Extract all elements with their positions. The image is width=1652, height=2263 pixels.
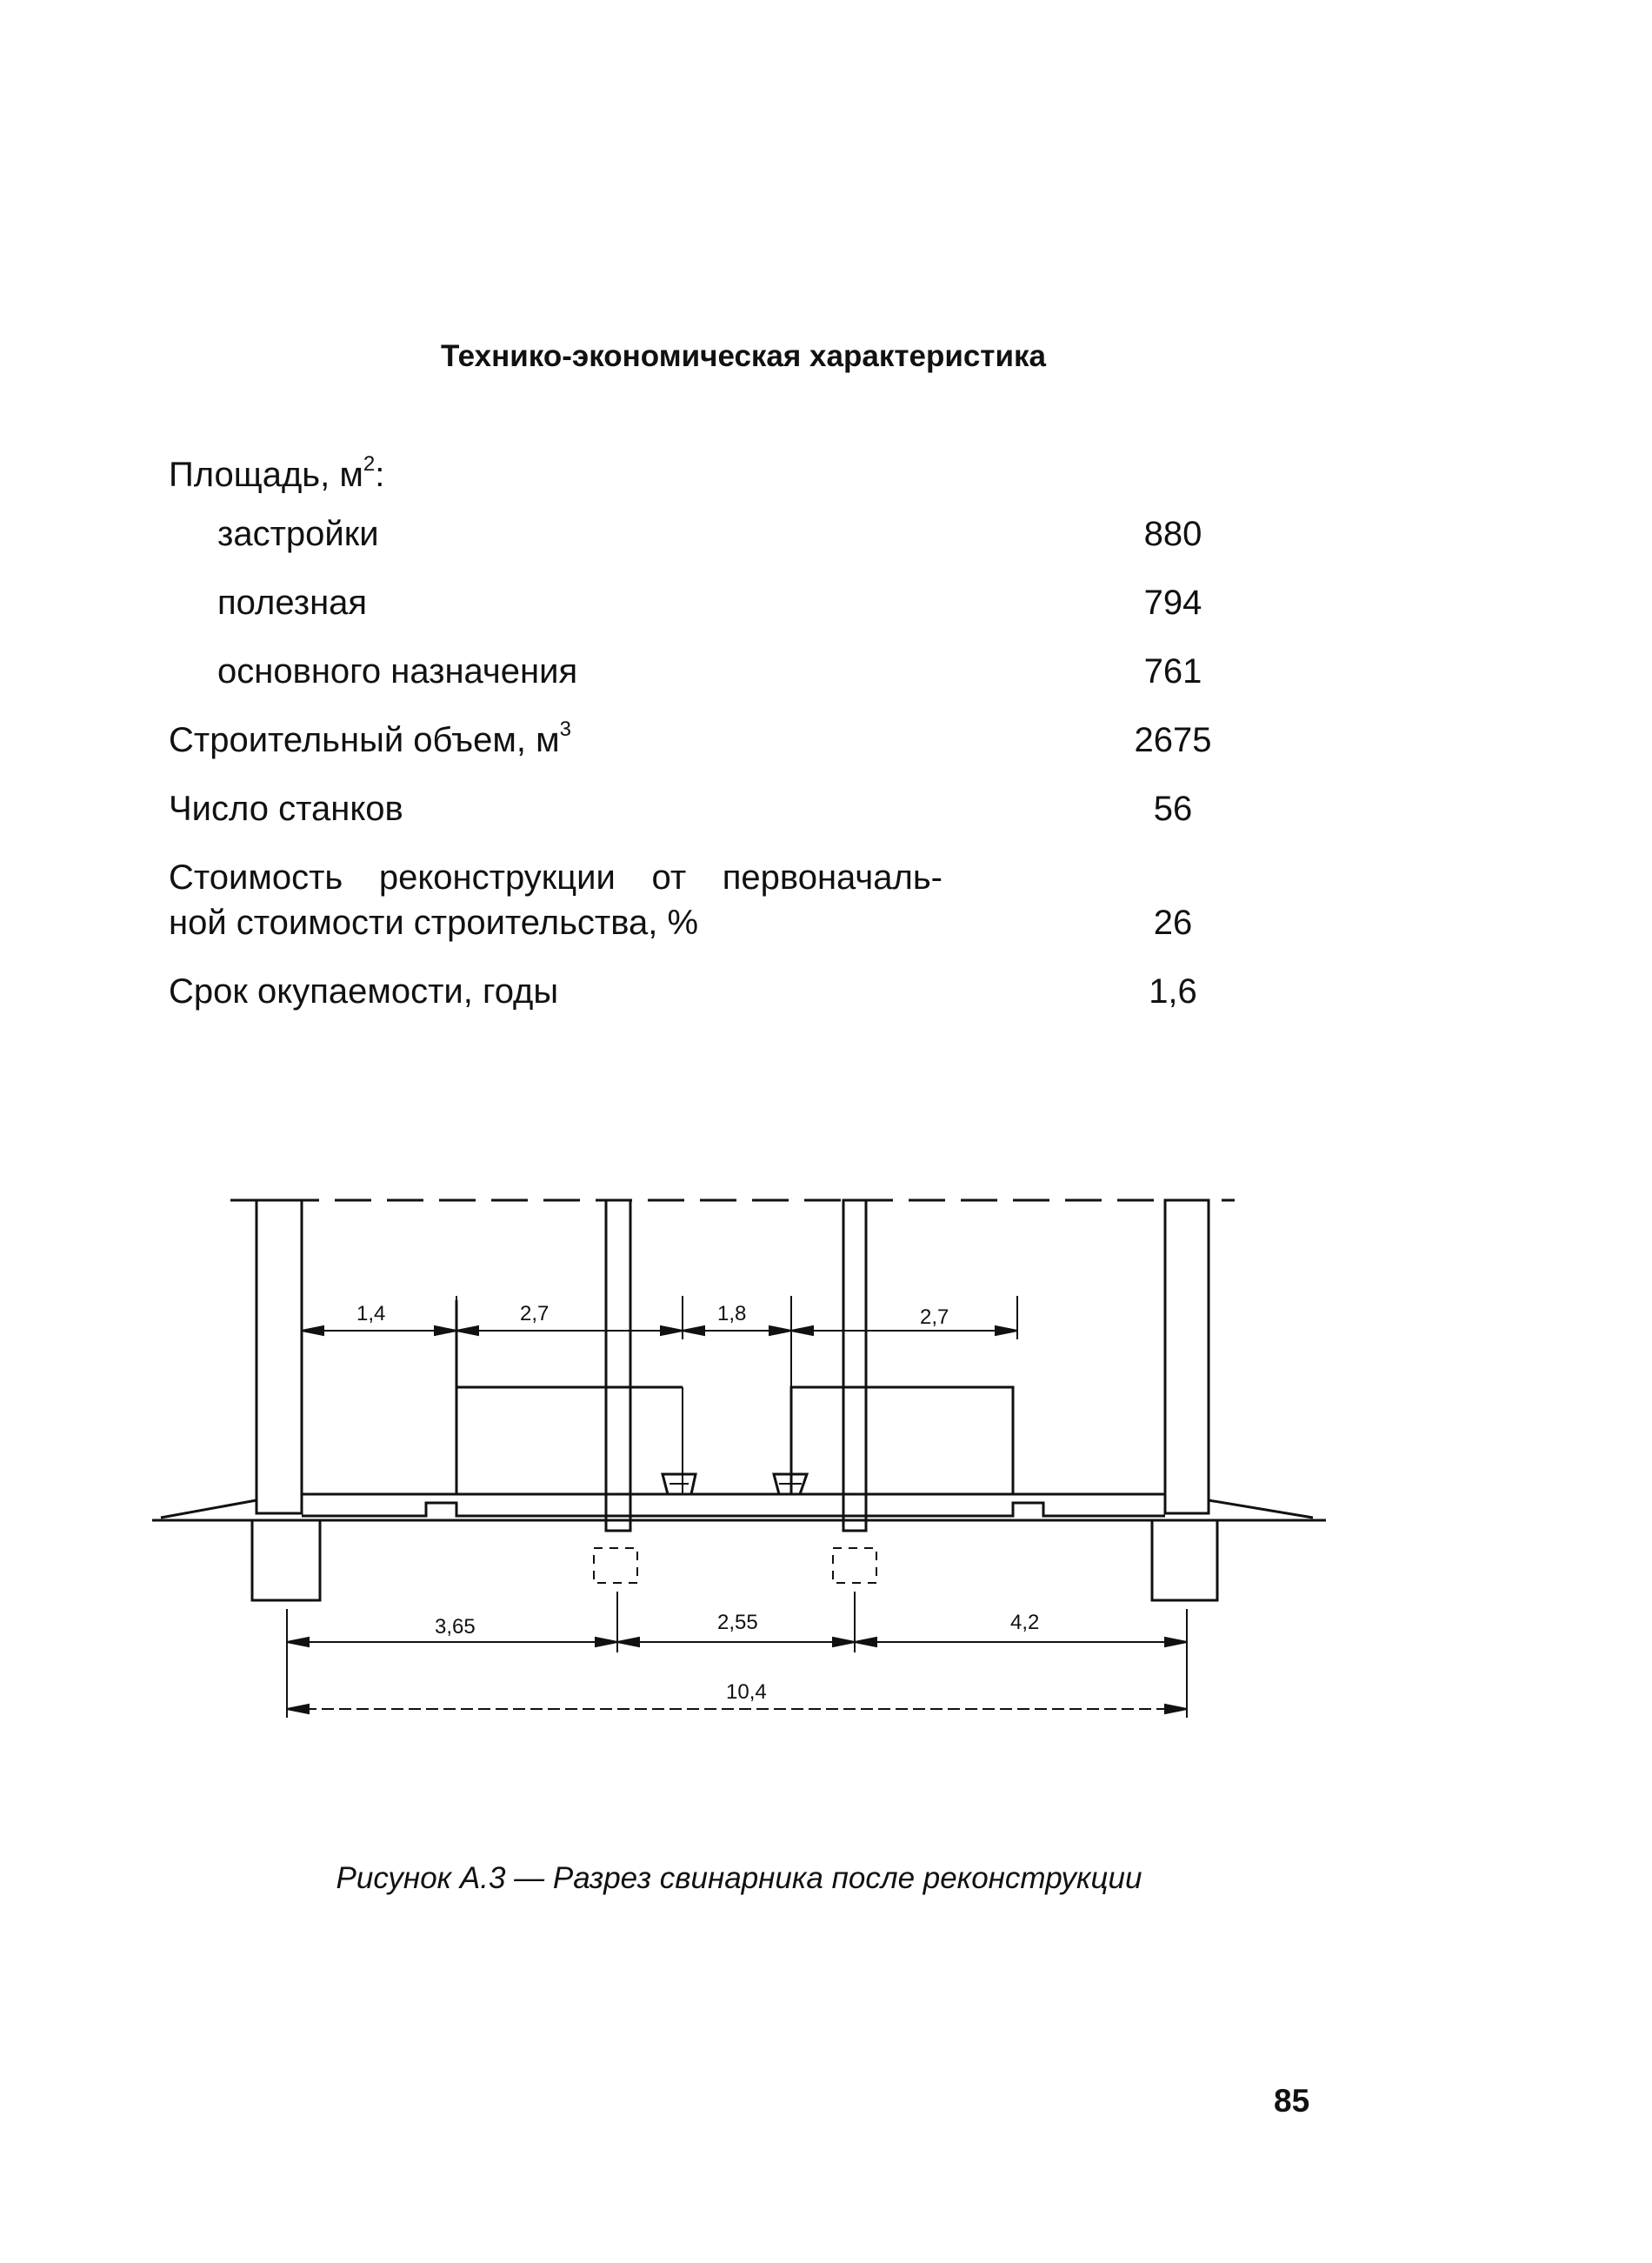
- dimension-label: 2,55: [717, 1611, 758, 1634]
- payback-value: 1,6: [1149, 972, 1197, 1011]
- cost-label: [169, 855, 943, 945]
- dimension-label: 10,4: [726, 1680, 767, 1704]
- cost-row: [169, 855, 1212, 945]
- column-right: [843, 1200, 866, 1531]
- area-unit-superscript: 2: [363, 451, 376, 476]
- foundation-left: [252, 1520, 320, 1600]
- spec-row-label: полезная: [217, 584, 368, 622]
- floor-slab: [302, 1503, 1165, 1516]
- right-wall: [1165, 1200, 1209, 1513]
- stalls-label: Число станков: [169, 790, 403, 828]
- figure-caption: Рисунок А.3 — Разрез свинарника после реконструкции: [336, 1861, 1142, 1895]
- dimension-label: 1,4: [356, 1302, 386, 1325]
- volume-row: [169, 718, 1212, 763]
- spec-row-value: 794: [1143, 584, 1202, 622]
- ground-slope-right: [1209, 1500, 1313, 1518]
- cost-label-line: Стоимость реконструкции от первоначаль-: [169, 858, 943, 897]
- stalls-row: [169, 786, 1212, 831]
- spec-row-value: 761: [1143, 652, 1202, 691]
- spec-row-label: застройки: [217, 515, 379, 553]
- pen-right: [791, 1387, 1013, 1494]
- page-number: 85: [1274, 2083, 1310, 2119]
- pen-left: [456, 1387, 683, 1494]
- page-title: Технико-экономическая характеристика: [441, 339, 1046, 373]
- volume-label: Строительный объем, $м^3$: [169, 717, 571, 759]
- dimension-label: 2,7: [920, 1305, 949, 1329]
- dimension-label: 2,7: [520, 1302, 550, 1325]
- left-wall: [256, 1200, 302, 1513]
- dimension-label: 4,2: [1010, 1611, 1040, 1634]
- area-header-label: Площадь, $м^2$:: [169, 451, 385, 494]
- payback-row: [169, 969, 1212, 1014]
- ground-slope-left: [161, 1500, 256, 1518]
- spec-row: [169, 649, 1212, 694]
- cross-section-drawing: [0, 1131, 1652, 1739]
- payback-label: Срок окупаемости, годы: [169, 972, 559, 1011]
- foundation-column-left: [594, 1548, 637, 1583]
- area-header-row: [169, 452, 1212, 497]
- stalls-value: 56: [1153, 790, 1193, 828]
- column-left: [606, 1200, 630, 1531]
- cost-label-line: ной стоимости строительства, %: [169, 904, 699, 942]
- spec-row: [169, 511, 1212, 557]
- spec-row-value: 880: [1143, 515, 1202, 553]
- cost-value: 26: [1153, 904, 1193, 942]
- foundation-column-right: [833, 1548, 876, 1583]
- dimension-label: 3,65: [435, 1615, 476, 1639]
- volume-unit-superscript: 3: [559, 717, 571, 741]
- spec-row-label: основного назначения: [217, 652, 578, 691]
- spec-row: [169, 580, 1212, 625]
- dimension-label: 1,8: [717, 1302, 747, 1325]
- volume-value: 2675: [1134, 721, 1212, 759]
- spec-table: [169, 452, 1212, 1014]
- foundation-right: [1152, 1520, 1217, 1600]
